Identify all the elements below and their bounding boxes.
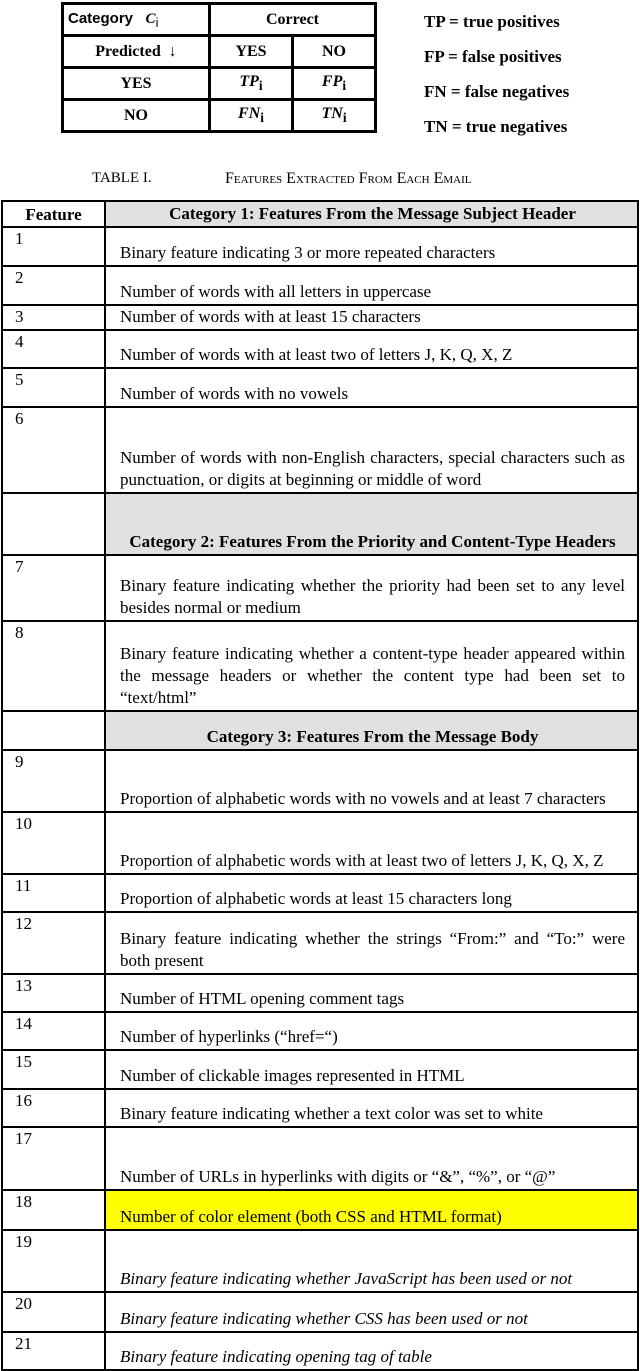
feature-description: Number of words with non-English characters, special characters such as punctuation, or digits at beginning or middle of word	[105, 407, 638, 493]
category-title: Category 1: Features From the Message Subject Header	[105, 201, 638, 227]
feature-description: Binary feature indicating whether JavaScript has been used or not	[105, 1230, 638, 1292]
legend-item: TN = true negatives	[424, 117, 568, 136]
feature-description: Binary feature indicating opening tag of table	[105, 1332, 638, 1370]
feature-number	[2, 493, 105, 555]
feature-description: Proportion of alphabetic words with no vowels and at least 7 characters	[105, 750, 638, 812]
feature-description: Number of URLs in hyperlinks with digits or “&”, “%”, or “@”	[105, 1127, 638, 1190]
predicted-no: NO	[63, 100, 210, 132]
table-row	[2, 1089, 638, 1127]
table-row	[2, 1332, 638, 1370]
legend-item: FP = false positives	[424, 47, 562, 66]
tp-cell: $TP_i$	[210, 68, 293, 100]
feature-number: 15	[2, 1050, 105, 1089]
table-header-row	[2, 201, 638, 227]
feature-description: Binary feature indicating whether a content-type header appeared within the message headers or whether the content type had been set to “text/html”	[105, 621, 638, 711]
table-row	[2, 1012, 638, 1050]
table-row	[2, 974, 638, 1012]
category-cell: Category $C_i$	[63, 4, 210, 36]
features-table	[1, 200, 639, 1371]
table-row	[2, 621, 638, 711]
legend-item: TP = true positives	[424, 12, 560, 31]
feature-number: 13	[2, 974, 105, 1012]
category-title: Category 2: Features From the Priority and Content-Type Headers	[105, 493, 638, 555]
feature-number: 6	[2, 407, 105, 493]
legend	[424, 4, 569, 144]
table-row	[2, 407, 638, 493]
down-arrow-icon: ↓	[168, 42, 177, 60]
table-row	[2, 330, 638, 368]
feature-description: Number of clickable images represented in HTML	[105, 1050, 638, 1089]
feature-number: 14	[2, 1012, 105, 1050]
category-title: Category 3: Features From the Message Body	[105, 711, 638, 750]
table-row	[2, 368, 638, 407]
table-row	[2, 912, 638, 974]
confusion-matrix-table	[61, 2, 377, 133]
feature-description: Proportion of alphabetic words at least 15 characters long	[105, 874, 638, 912]
feature-description: Proportion of alphabetic words with at least two of letters J, K, Q, X, Z	[105, 812, 638, 874]
feature-description: Binary feature indicating whether the strings “From:” and “To:” were both present	[105, 912, 638, 974]
fn-cell: $FN_i$	[210, 100, 293, 132]
feature-number: Feature	[2, 201, 105, 227]
feature-description: Number of HTML opening comment tags	[105, 974, 638, 1012]
feature-description: Binary feature indicating 3 or more repeated characters	[105, 227, 638, 266]
tn-cell: $TN_i$	[293, 100, 376, 132]
correct-no: NO	[293, 36, 376, 68]
caption-label: TABLE I.	[92, 170, 152, 186]
category-row	[2, 711, 638, 750]
table-row	[2, 555, 638, 621]
feature-number: 4	[2, 330, 105, 368]
feature-description: Number of color element (both CSS and HTML format)	[105, 1190, 638, 1230]
table-row	[2, 812, 638, 874]
feature-number: 12	[2, 912, 105, 974]
feature-description: Number of words with no vowels	[105, 368, 638, 407]
feature-number: 20	[2, 1292, 105, 1332]
feature-description: Binary feature indicating whether a text color was set to white	[105, 1089, 638, 1127]
feature-description: Binary feature indicating whether the priority had been set to any level besides normal or medium	[105, 555, 638, 621]
predicted-yes: YES	[63, 68, 210, 100]
feature-number: 9	[2, 750, 105, 812]
table-row	[2, 1190, 638, 1230]
fp-cell: $FP_i$	[293, 68, 376, 100]
table-row	[2, 874, 638, 912]
feature-number: 7	[2, 555, 105, 621]
table-row	[2, 227, 638, 266]
table-row	[2, 1230, 638, 1292]
feature-number: 5	[2, 368, 105, 407]
predicted-header: Predicted ↓	[63, 36, 210, 68]
legend-item: FN = false negatives	[424, 82, 570, 101]
caption-title: Features Extracted From Each Email	[225, 170, 472, 187]
table-row	[2, 1127, 638, 1190]
feature-number: 2	[2, 266, 105, 305]
table-row	[2, 305, 638, 330]
category-row	[2, 493, 638, 555]
correct-header: Correct	[210, 4, 376, 36]
table-row	[2, 1050, 638, 1089]
feature-description: Number of words with at least two of letters J, K, Q, X, Z	[105, 330, 638, 368]
feature-description: Number of hyperlinks (“href=“)	[105, 1012, 638, 1050]
feature-description: Number of words with at least 15 characters	[105, 305, 638, 330]
feature-number: 16	[2, 1089, 105, 1127]
correct-yes: YES	[210, 36, 293, 68]
feature-number: 10	[2, 812, 105, 874]
feature-number	[2, 711, 105, 750]
table-row	[2, 1292, 638, 1332]
feature-number: 8	[2, 621, 105, 711]
table-row	[2, 750, 638, 812]
feature-description: Number of words with all letters in uppercase	[105, 266, 638, 305]
feature-description: Binary feature indicating whether CSS has been used or not	[105, 1292, 638, 1332]
feature-number: 21	[2, 1332, 105, 1370]
feature-number: 19	[2, 1230, 105, 1292]
feature-number: 18	[2, 1190, 105, 1230]
feature-number: 17	[2, 1127, 105, 1190]
feature-number: 1	[2, 227, 105, 266]
feature-number: 3	[2, 305, 105, 330]
table-row	[2, 266, 638, 305]
feature-number: 11	[2, 874, 105, 912]
